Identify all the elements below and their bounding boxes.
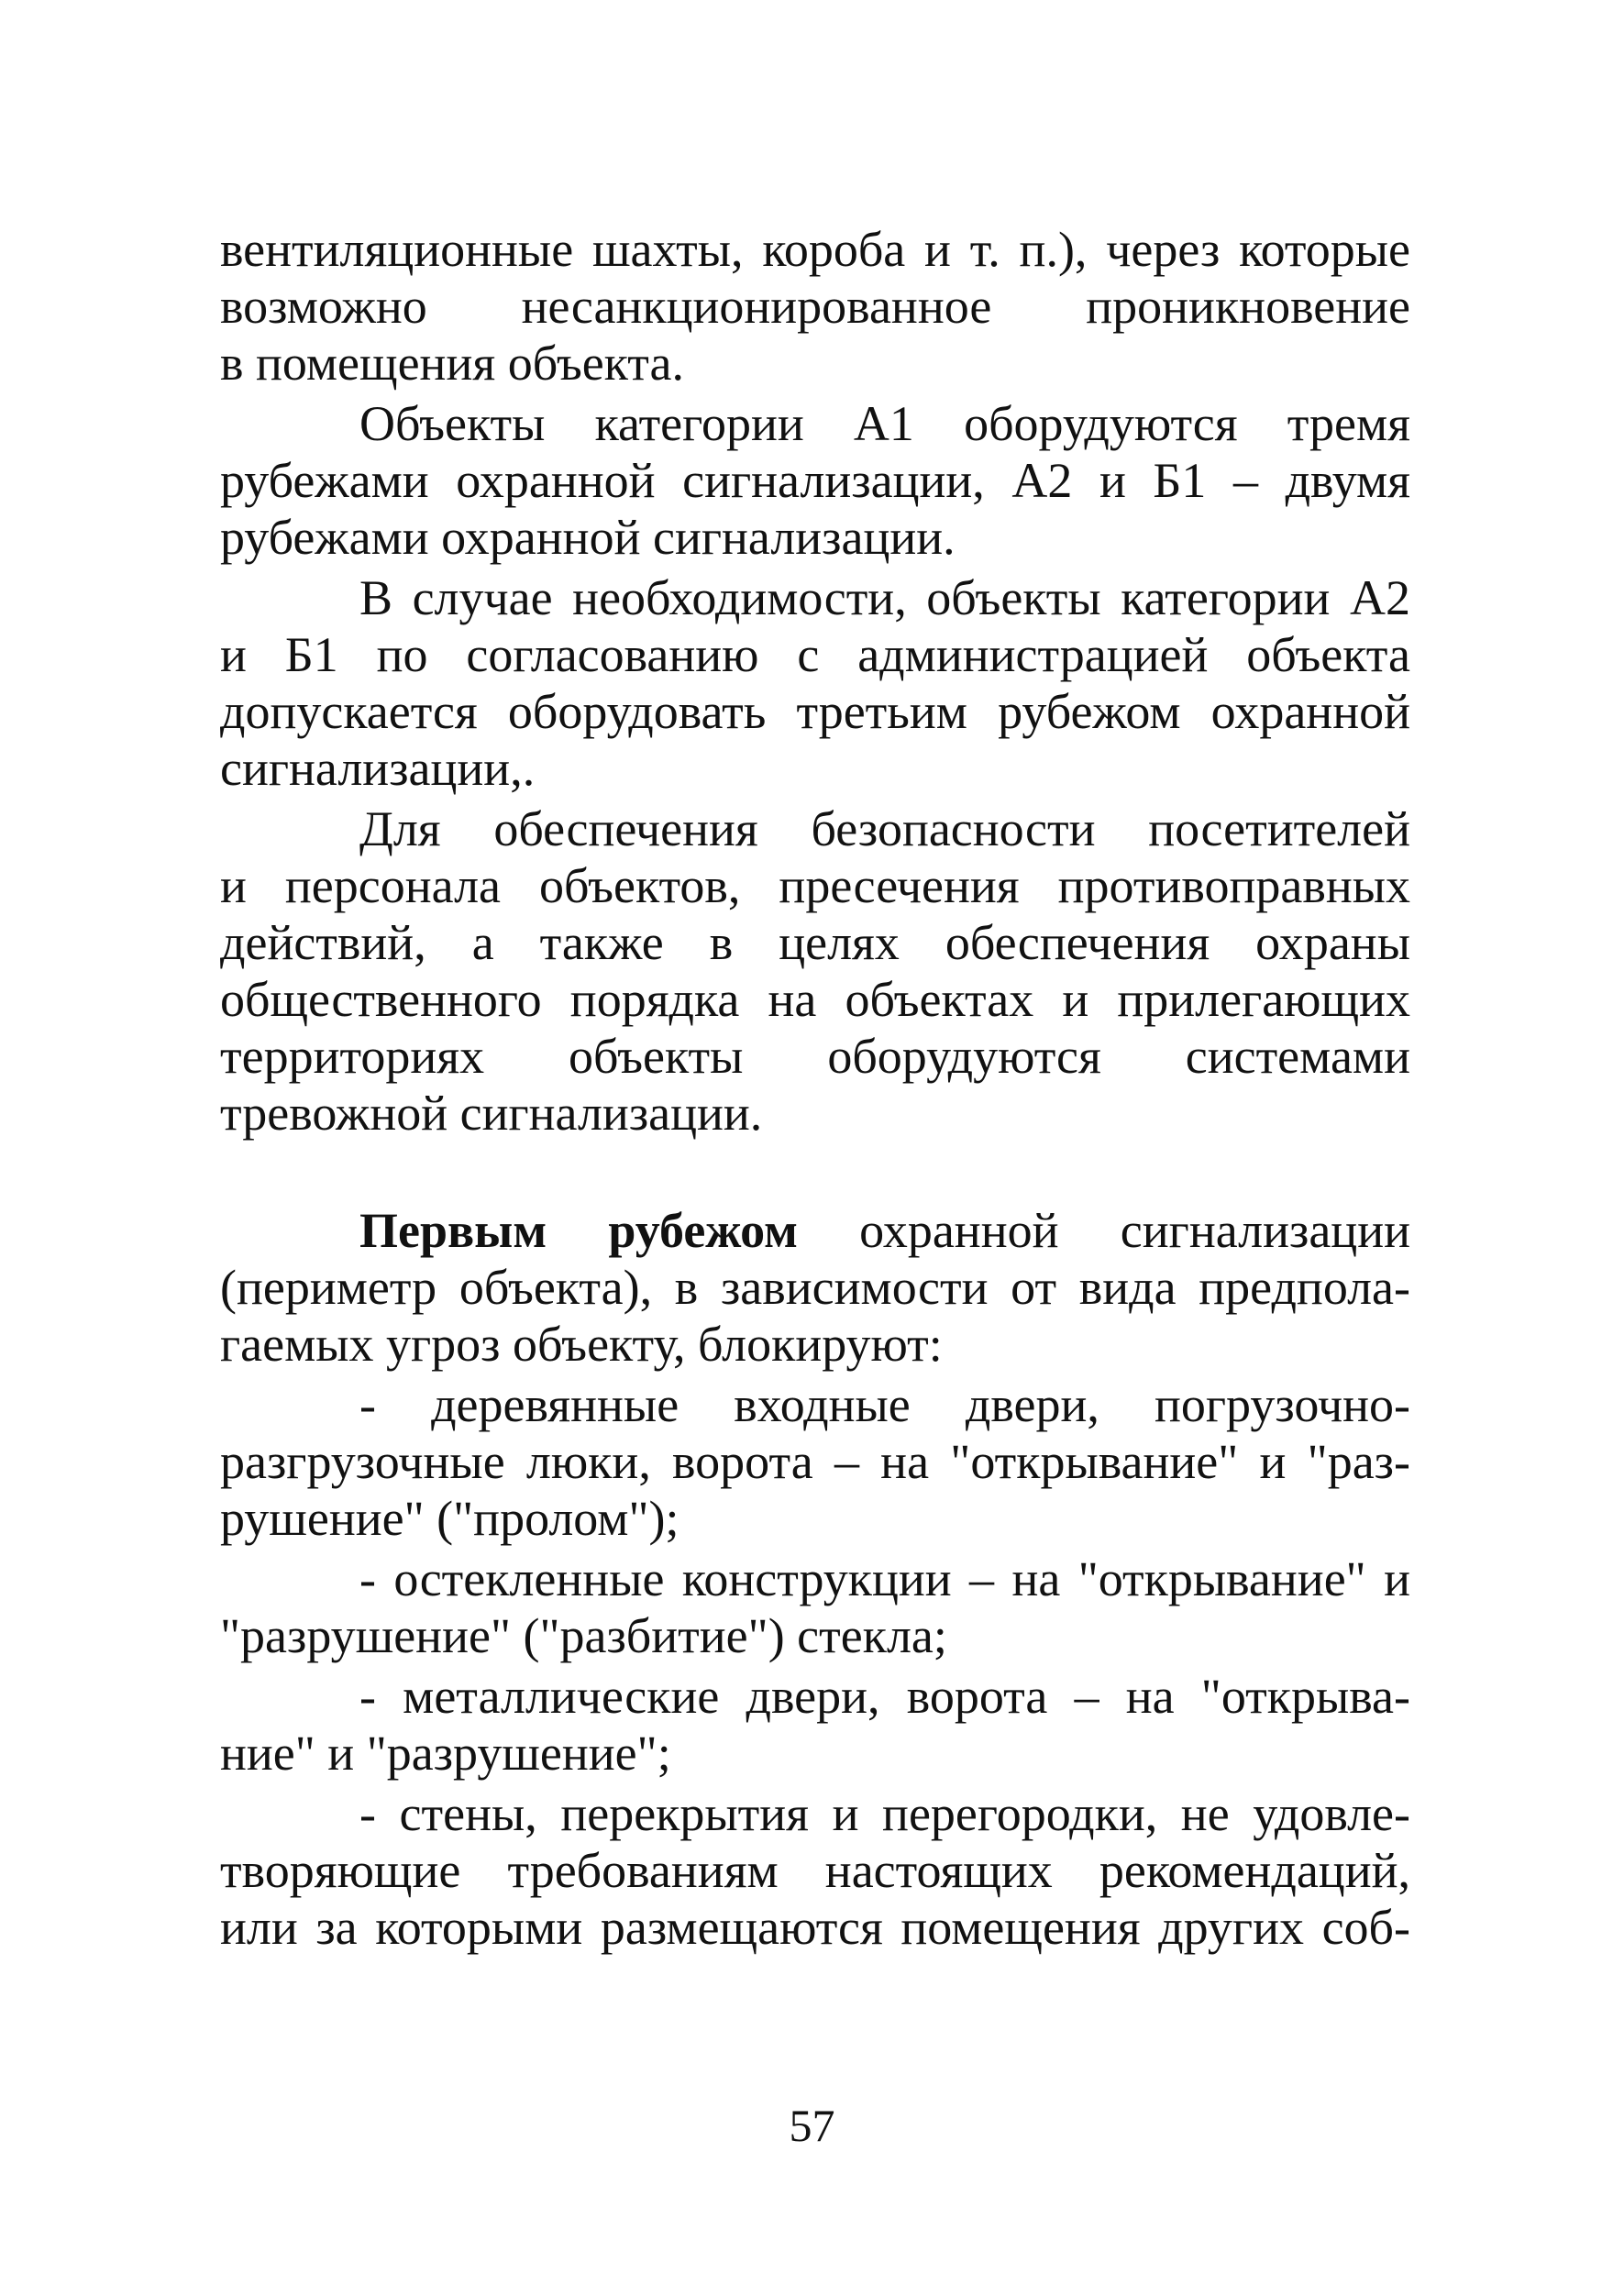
text-run: охранной сигнализации <box>797 1203 1410 1258</box>
text-line: - металлические двери, ворота – на "открыва- <box>359 1669 1410 1724</box>
text-line: рубежами охранной сигнализации. <box>220 510 956 565</box>
text-line: - остекленные конструкции – на "открывание" и <box>359 1551 1410 1606</box>
text-line: или за которыми размещаются помещения других соб- <box>220 1900 1410 1955</box>
text-line: В случае необходимости, объекты категории А2 <box>359 570 1410 625</box>
text-line: "разрушение" ("разбитие") стекла; <box>220 1608 947 1663</box>
page-number: 57 <box>789 2100 835 2151</box>
text-line: творяющие требованиям настоящих рекомендаций, <box>220 1843 1410 1898</box>
text-line: и Б1 по согласованию с администрацией объекта <box>220 627 1410 682</box>
text-line: - стены, перекрытия и перегородки, не удовле- <box>359 1786 1410 1841</box>
text-line: Для обеспечения безопасности посетителей <box>359 801 1410 856</box>
text-line <box>359 1201 1410 1260</box>
text-line: - деревянные входные двери, погрузочно- <box>359 1377 1410 1432</box>
text-line: действий, а также в целях обеспечения охраны <box>220 915 1410 970</box>
text-line: допускается оборудовать третьим рубежом охранной <box>220 684 1410 739</box>
text-line: рубежами охранной сигнализации, А2 и Б1 – двумя <box>220 453 1410 508</box>
text-line: тревожной сигнализации. <box>220 1086 763 1141</box>
text-line: рушение" ("пролом"); <box>220 1491 679 1546</box>
text-line: и персонала объектов, пресечения противоправных <box>220 858 1410 913</box>
text-line: ние" и "разрушение"; <box>220 1726 671 1781</box>
text-line: разгрузочные люки, ворота – на "открывание" и "раз- <box>220 1434 1410 1489</box>
text-line: (периметр объекта), в зависимости от вида предпола- <box>220 1260 1410 1315</box>
text-line: гаемых угроз объекту, блокируют: <box>220 1317 943 1372</box>
text-line: в помещения объекта. <box>220 336 684 391</box>
text-line: Объекты категории А1 оборудуются тремя <box>359 396 1410 451</box>
text-line: общественного порядка на объектах и прилегающих <box>220 972 1410 1027</box>
text-line: вентиляционные шахты, короба и т. п.), через которые <box>220 222 1410 277</box>
text-line: территориях объекты оборудуются системами <box>220 1029 1410 1084</box>
bold-lead: Первым рубежом <box>359 1203 798 1258</box>
text-line: возможно несанкционированное проникновение <box>220 279 1410 334</box>
text-line: сигнализации,. <box>220 741 536 796</box>
